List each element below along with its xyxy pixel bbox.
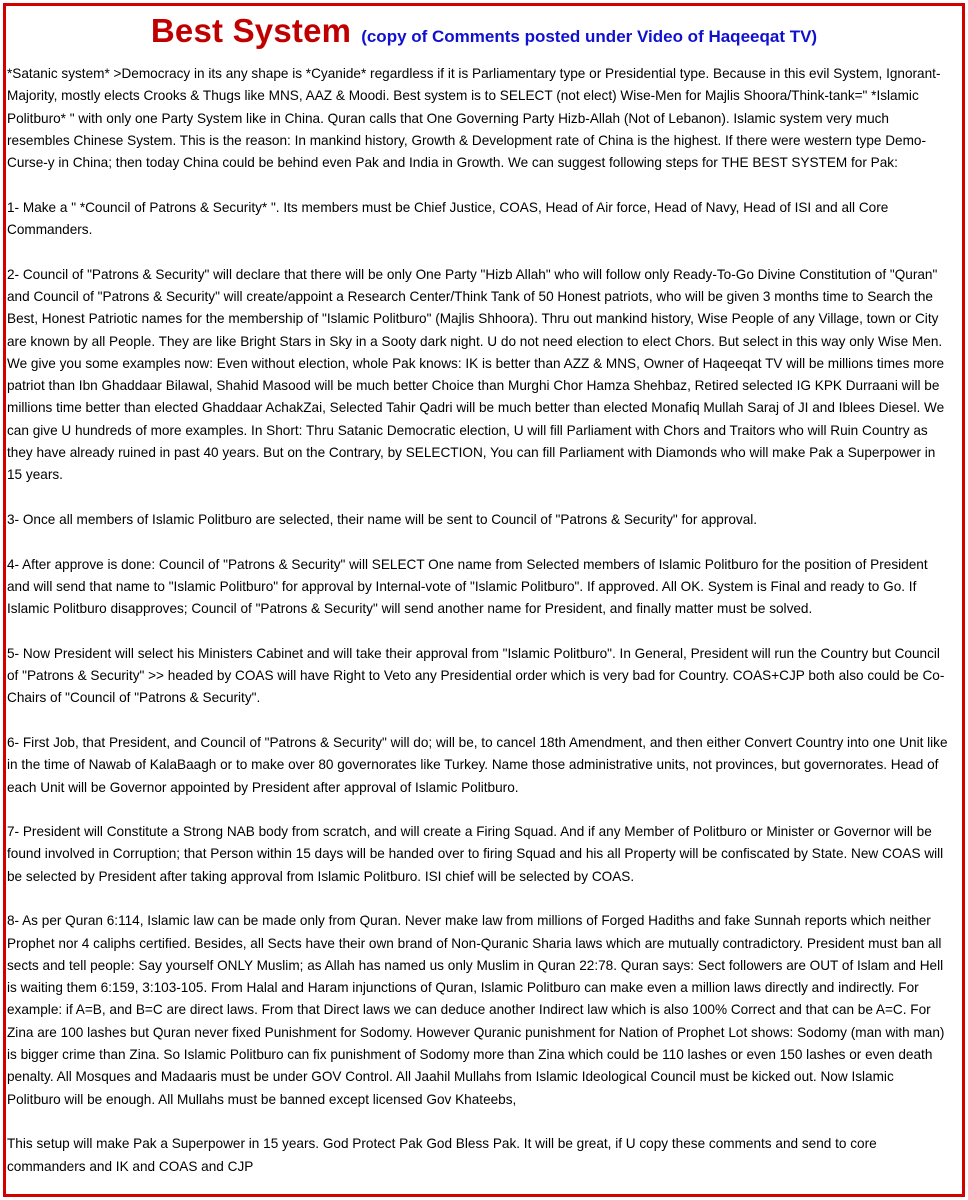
document-body (7, 63, 951, 1200)
page-subtitle: (copy of Comments posted under Video of Haqeeqat TV) (361, 27, 818, 46)
paragraph-step-2: 2- Council of "Patrons & Security" will declare that there will be only One Party "Hizb Allah" who will follow only Ready-To-Go Divine Constitution of "Quran" and Council of "Patrons & Security" will create/appoint a Research Center/Think Tank of 50 Honest patriots, who will be given 3 months time to Search the Best, Honest Patriotic names for the membership of "Islamic Politburo" (Majlis Shhoora). Thru out mankind history, Wise People of any Village, town or City are known by all People. They are like Bright Stars in Sky in a Sooty dark night. U do not need election to elect Chors. But select in this way only Wise Men. We give you some examples now: Even without election, whole Pak knows: IK is better than AZZ & MNS, Owner of Haqeeqat TV will be millions times more patriot than Ibn Ghaddaar Bilawal, Shahid Masood will be much better Choice than Murghi Chor Hamza Shehbaz, Retired selected IG KPK Durraani will be millions time better than elected Ghaddaar AchakZai, Selected Tahir Qadri will be much better than elected Monafiq Mullah Saraj of JI and Iblees Diesel. We can give U hundreds of more examples. In Short: Thru Satanic Democratic election, U will fill Parliament with Chors and Traitors who will Ruin Country as they have already ruined in past 40 years. But on the Contrary, by SELECTION, You can fill Parliament with Diamonds who will make Pak a Superpower in 15 years. (7, 266, 945, 483)
paragraph-step-1: 1- Make a " *Council of Patrons & Security* ". Its members must be Chief Justice, COAS, Head of Air force, Head of Navy, Head of ISI and all Core Commanders. (7, 199, 889, 238)
paragraph-step-5: 5- Now President will select his Ministers Cabinet and will take their approval from "Islamic Politburo". In General, President will run the Country but Council of "Patrons & Security" >> headed by COAS will have Right to Veto any Presidential order which is very bad for Country. COAS+CJP both also could be Co-Chairs of "Council of "Patrons & Security". (7, 645, 945, 706)
paragraph-step-7: 7- President will Constitute a Strong NAB body from scratch, and will create a Firing Squad. And if any Member of Politburo or Minister or Governor will be found involved in Corruption; that Person within 15 days will be handed over to firing Squad and his all Property will be confiscated by State. New COAS will be selected by President after taking approval from Islamic Politburo. ISI chief will be selected by COAS. (7, 824, 944, 884)
paragraph-step-4: 4- After approve is done: Council of "Patrons & Security" will SELECT One name from Selected members of Islamic Politburo for the position of President and will send that name to "Islamic Politburo" for approval by Internal-vote of "Islamic Politburo". If approved. All OK. System is Final and ready to Go. If Islamic Politburo disapproves; Council of "Patrons & Security" will send another name for President, and finally matter must be solved. (7, 556, 928, 617)
paragraph-intro: *Satanic system* >Democracy in its any shape is *Cyanide* regardless if it is Parliamentary type or Presidential type. Because in this evil System, Ignorant-Majority, mostly elects Crooks & Thugs like MNS, AAZ & Moodi. Best system is to SELECT (not elect) Wise-Men for Majlis Shoora/Think-tank=" *Islamic Politburo* " with only one Party System like in China. Quran calls that One Governing Party Hizb-Allah (Not of Lebanon). Islamic system very much resembles Chinese System. This is the reason: In mankind history, Growth & Development rate of China is the highest. If there were western type Demo-Curse-y in China; then today China could be behind even Pak and India in Growth. We can suggest following steps for THE BEST SYSTEM for Pak: (7, 66, 941, 171)
paragraph-step-6: 6- First Job, that President, and Council of "Patrons & Security" will do; will be, to cancel 18th Amendment, and then either Convert Country into one Unit like in the time of Nawab of KalaBaagh or to make over 80 governorates like Turkey. Name those administrative units, not provinces, but governorates. Head of each Unit will be Governor appointed by President after approval of Islamic Politburo. (7, 734, 948, 795)
paragraph-step-3: 3- Once all members of Islamic Politburo are selected, their name will be sent to Council of "Patrons & Security" for approval. (7, 511, 758, 527)
page-title: Best System (150, 12, 352, 49)
paragraph-closing: This setup will make Pak a Superpower in 15 years. God Protect Pak God Bless Pak. It will be great, if U copy these comments and send to core commanders and IK and COAS and CJP (7, 1136, 877, 1174)
paragraph-step-8: 8- As per Quran 6:114, Islamic law can be made only from Quran. Never make law from millions of Forged Hadiths and fake Sunnah reports which neither Prophet nor 4 caliphs certified. Besides, all Sects have their own brand of Non-Quranic Sharia laws which are mutually contradictory. President must ban all sects and tell people: Say yourself ONLY Muslim; as Allah has named us only Muslim in Quran 22:78. Quran says: Sect followers are OUT of Islam and Hell is waiting them 6:159, 3:103-105. From Halal and Haram injunctions of Quran, Islamic Politburo can make even a million laws directly and indirectly. For example: if A=B, and B=C are direct laws. From that Direct laws we can deduce another Indirect law which is also 100% Correct and that can be A=C. For Zina are 100 lashes but Quran never fixed Punishment for Sodomy. However Quranic punishment for Nation of Prophet Lot shows: Sodomy (man with man) is bigger crime than Zina. So Islamic Politburo can fix punishment of Sodomy more than Zina which could be 110 lashes or even 150 lashes or even death penalty. All Mosques and Madaaris must be under GOV Control. All Jaahil Mullahs from Islamic Ideological Council must be kicked out. Now Islamic Politburo will be enough. All Mullahs must be banned except licensed Gov Khateebs, (7, 913, 945, 1107)
title-row (6, 6, 962, 58)
